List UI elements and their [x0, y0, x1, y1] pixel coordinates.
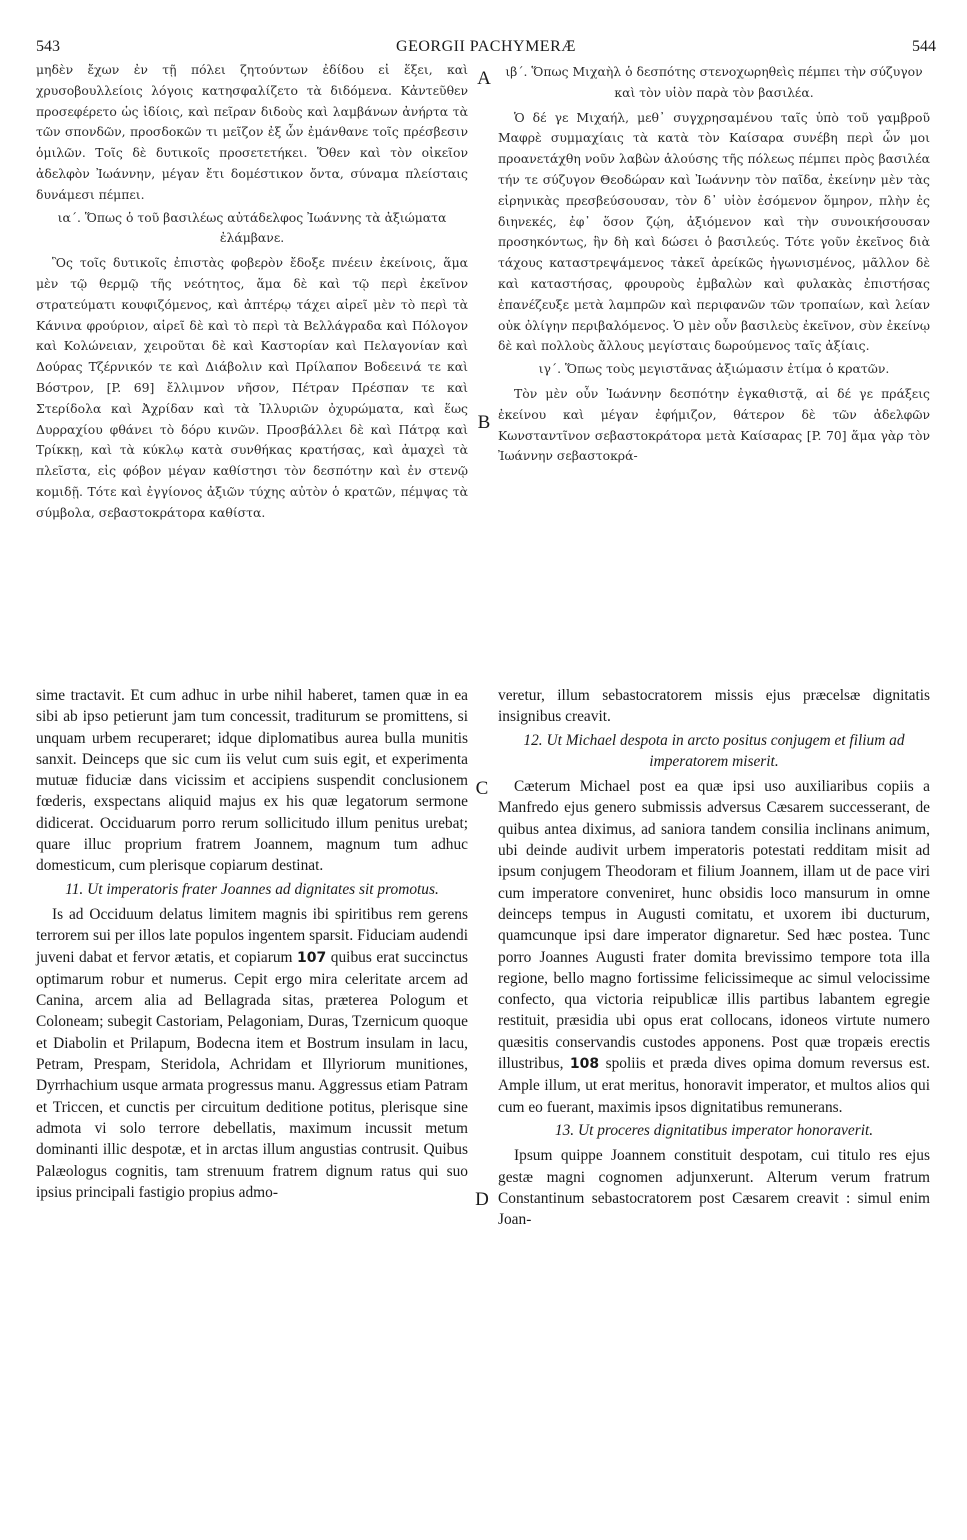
greek-section-heading-11: ια΄. Ὅπως ὁ τοῦ βασιλέως αὐτάδελφος Ἰωάννης τὰ ἀξιώματα ἐλάμβανε.: [57, 209, 447, 246]
margin-letter-d: D: [475, 1189, 489, 1210]
margin-letter-c: C: [475, 778, 489, 799]
page-header: [36, 38, 936, 60]
latin-section-heading-13: 13. Ut proceres dignitatibus imperator honoraverit.: [554, 1121, 874, 1139]
greek-paragraph: Τὸν μὲν οὖν Ἰωάννην δεσπότην ἐγκαθιστᾷ, αἱ δέ γε πράξεις ἐκείνου καὶ μέγαν ἐφήμιζον, θάτερον δὲ τῶν ἀδελφῶν Κωνσταντῖνον σεβαστοκράτορα μετὰ Καίσαρας [P. 70] ἅμα γὰρ τὸν Ἰωάννην σεβαστοκρά-: [498, 385, 930, 464]
latin-text: Is ad Occiduum delatus limitem magnis ibi spiritibus rem gerens terrorem sui per illos late populos ingentem sparsit. Fiduciam audendi juveni dabat et fervor ætatis, et copiarum: [36, 905, 468, 966]
margin-letter-b: B: [477, 412, 491, 433]
running-title: GEORGII PACHYMERÆ: [396, 38, 576, 55]
latin-paragraph: Ipsum quippe Joannem constituit despotam, cui titulo res ejus gestæ magni cognomen adjunxerunt. Alterum verum fratrum Constantinum sebastocratorem post Cæsarem creavit : simul enim Joan-: [498, 1147, 930, 1229]
greek-section-heading-13: ιγ΄. Ὅπως τοὺς μεγιστᾶνας ἀξιώμασιν ἐτίμα ὁ κρατῶν.: [538, 361, 890, 377]
page-marker-108: 108: [569, 1056, 600, 1073]
greek-paragraph: Ὁ δέ γε Μιχαήλ, μεθ᾽ συγχρησαμένου ταῖς ὑπὸ τοῦ γαμβροῦ Μαφρὲ συμμαχίαις τὰ κατὰ τὸν Καίσαρα συνέβη περὶ ὧν μοι προανετάχθη νοῦν λαβὼν ἁλούσης τῆς πόλεως πέμπει πρὸς βασιλέα τήν τε σύζυγον Θεοδώραν καὶ Ἰωάννην τὸν παῖδα, ἐκείνην μὲν τὰς εἰρηνικὰς πρεσβεύσουσαν, τὸν δ᾽ υἱὸν ἐσόμενον ὅμηρον, πλὴν ἐς διηνεκές, ἐφ᾽ ὅσον ζῴη, ἀξιόμενον καὶ τὴν συνοικήσουσαν προσηκόντως, ἣν δὴ καὶ δώσει ὁ βασιλεύς. Τότε γοῦν ἐκεῖνος διὰ τάχους καταστρεψάμενος τἀκεῖ ἀρείκῶς ἠγωνισμένος, μᾶλλον δὲ καὶ καταστήσας, φρουροὺς ἐμβαλὼν καὶ φυλακὰς ἐπιστήσας ἐπανέζευξε μετὰ λαμπρῶν καὶ περιφανῶν τῶν τροπαίων, καὶ λείαν οὐκ ὀλίγην περιβαλόμενος. Ὁ μὲν οὖν βασιλεὺς ἐκεῖνον, σὺν ἐκείνῳ δὲ καὶ πολλοὺς ἄλλους μεγίσταις δωρούμενος ταῖς ἀξίαις.: [498, 109, 930, 354]
greek-right-column: [498, 60, 930, 467]
latin-text: quibus erat succinctus optimarum robur et numerus. Cepit ergo mira celeritate arcem ad Canina, arcem alia ad Bellagrada sitas, præterea Pologum et Coloneam; subegit Castoriam, Pelagoniam, Duras, Tzernicum quoque et Diabolin et Prilapum, Bodecna item et Bostrum insulam in lacu, Petram, Prespam, Steridola, Achridam et Illyriorum munitiones, Dyrrhachium usque armata progressus manu. Aggressus etiam Patram et Triccen, et cunctis per circuitum deditione potitus, plerisque sine admota vi solo terrore debellatis, maximum incussit metum dominanti illic despotæ, et in arctas illum angustias contrusit. Quibus Palæologus cognitis, tam strenuum fratrem dignum ratus qui suo ipsius principali fastigio propius admo-: [36, 948, 469, 1201]
latin-left-column: [36, 685, 468, 1203]
margin-letter-a: A: [477, 68, 491, 89]
greek-paragraph: Ὃς τοῖς δυτικοῖς ἐπιστὰς φοβερὸν ἔδοξε πνέειν ἐκείνοις, ἅμα μὲν τῷ θερμῷ τῆς νεότητος, ἅμα δὲ καὶ τῷ περὶ ἐκεῖνον στρατεύματι κουφιζόμενος, καὶ ἀπτέρῳ τάχει αἱρεῖ μὲν τὸ περὶ τὰ Κάνινα φρούριον, αἱρεῖ δὲ καὶ τὸ περὶ τὰ Βελλάγραδα καὶ Πόλογον καὶ Κολώνειαν, χειροῦται δὲ καὶ Καστορίαν καὶ Πελαγονίαν καὶ Δούρας Τζέρνικόν τε καὶ Διάβολιν καὶ Πρίλαπον Βοδεεινά τε καὶ Βόστρον, [P. 69] ἔλλιμνον νῆσον, Πέτραν Πρέσπαν τε καὶ Στερίδολα καὶ Ἀχρίδαν καὶ τὰ Ἰλλυριῶν ὀχυρώματα, καὶ ἕως Δυρραχίου φθάνει τὸ δόρυ κινῶν. Προσβάλλει δὲ καὶ Πάτρᾳ καὶ Τρίκκῃ, καὶ τὰ κύκλῳ κατὰ συνθήκας κρατήσας, καὶ ἀμαχεὶ τὰ πλεῖστα, εἰς φόβον μέγαν καθίστησι τὸν δεσπότην καὶ ἐν στενῷ κομιδῇ. Τότε καὶ ἐγγίονος ἀξιῶν τύχης αὐτὸν ὁ κρατῶν, πέμψας τὰ σύμβολα, σεβαστοκράτορα καθίστα.: [36, 255, 468, 520]
latin-section-heading-12: 12. Ut Michael despota in arcto positus conjugem et filium ad imperatorem miserit.: [523, 731, 905, 770]
greek-paragraph: μηδὲν ἔχων ἐν τῇ πόλει ζητούντων ἐδίδου εἰ ἕξει, καὶ χρυσοβουλλείοις λόγοις κατησφαλίζετο τὰ διδόμενα. Κἀντεῦθεν προσεφέρετο ὡς ἰδίοις, καὶ πεῖραν διδοὺς καὶ λαμβάνων ἀνήρτα τὰ τῶν σπονδῶν, προσδοκῶν τι μεῖζον ἐξ ὧν ἐμάνθανε τοῖς πρέσβεσιν ὁμιλῶν. Τοῖς δὲ δυτικοῖς προσετετήκει. Ὅθεν καὶ τὸν οἰκεῖον ἀδελφὸν Ἰωάννην, μέγαν ἔτι δομέστικον ὄντα, σύναμα πλείσταις δυνάμεσι πέμπει.: [36, 62, 468, 202]
latin-section-heading-11: 11. Ut imperatoris frater Joannes ad dignitates sit promotus.: [65, 880, 439, 898]
page-number-right: 544: [912, 38, 936, 55]
latin-text: spoliis et præda dives opima domum reversus est. Ample illum, ut erat meritus, honoravit imperator, et multos alios qui cum eo fuerant, maximis ipsos dignitatibus remunerans.: [498, 1055, 930, 1116]
greek-left-column: [36, 60, 468, 524]
latin-paragraph: [36, 904, 468, 1203]
latin-text: Cæterum Michael post ea quæ ipsi uso auxiliaribus copiis a Manfredo ejus genero submissis adversus Cæsarem successerant, de quibus antea diximus, ad saniora tandem consilia inclinans animum, ubi deinde audivit urbem imperatoris potestati redditam misit ad ipsum conjugem Theodoram et filium Joannem, illam ut de pace viri cum imperatore conveniret, hunc obsidis loco mansurum in omne deinceps tempus in Augusti comitatu, et uxorem ibi ducturum, quamcunque ipsi dare imperator dignaretur. Sed hæc postea. Tunc porro Joannes Augusti frater domita brevissimo tempore tota illa regione, bello magno fortissime felicissimeque ac simul velocissime confecto, qua victoria reipublicæ illis partibus labantem egregie restituit, præsidia ubi opus erat collocans, idoneos virtute numero quæsitis conservandis custodes apponens. Post quæ tropæis erectis illustribus,: [498, 778, 930, 1073]
latin-paragraph: veretur, illum sebastocratorem missis ejus præcelsæ dignitatis insignibus creavit.: [498, 687, 930, 726]
latin-paragraph: sime tractavit. Et cum adhuc in urbe nihil haberet, tamen quæ in ea sibi ab ipso petierunt jam tum concessit, traditurum se promittens, si unquam urbem recuperaret; idque diplomatibus aurea bulla munitis sanxit. Deinceps que sic cum iis velut cum suis egit, et experimenta mutuæ fiduciæ dans vicissim et accipiens suspendit conclusionem fœderis, exspectans aliquid majus ex his quæ legatorum sermone didicerat. Occiduarum porro rerum sollicitudo illum penitus urebat; quare illuc proprium fratrem Joannem, magnum tum adhuc domesticum, cum plerisque copiarum destinat.: [36, 687, 468, 875]
page-marker-107: 107: [297, 949, 327, 966]
page-number-left: 543: [36, 38, 60, 55]
greek-section-heading-12: ιβ΄. Ὅπως Μιχαὴλ ὁ δεσπότης στενοχωρηθεὶς πέμπει τὴν σύζυγον καὶ τὸν υἱὸν παρὰ τὸν βασιλέα.: [505, 64, 923, 100]
latin-right-column: [498, 685, 930, 1230]
latin-paragraph: [498, 776, 930, 1118]
